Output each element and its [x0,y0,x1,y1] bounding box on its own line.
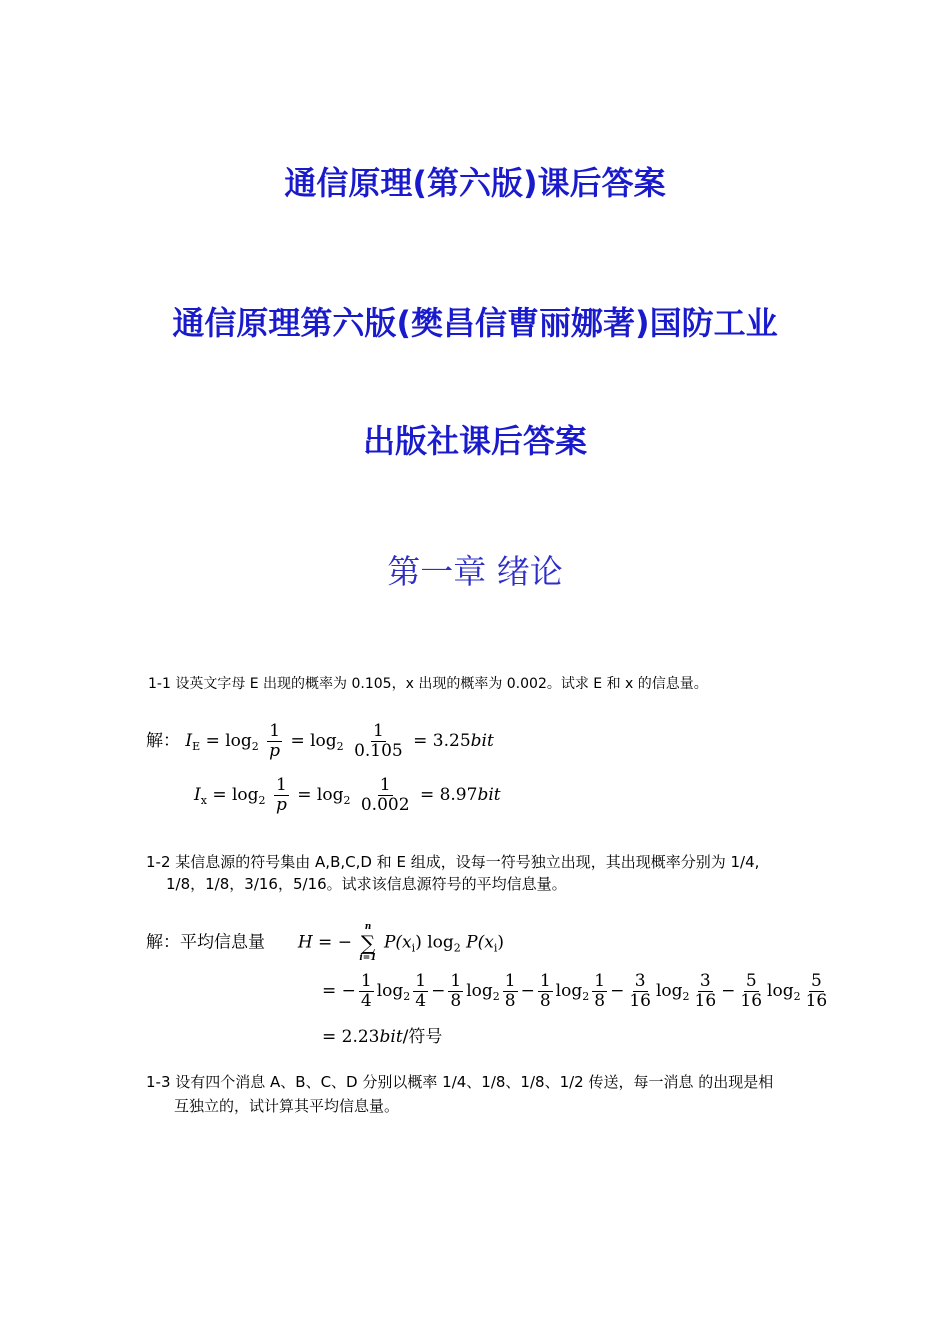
solution-label: 解： [146,731,180,751]
solution-1-1-IE [146,722,494,761]
result-value: = 3.25 [413,731,471,751]
log-base: 2 [251,740,259,753]
document-title: 通信原理(第六版)课后答案 [284,164,666,202]
problem-1-3-line2: 互独立的，试计算其平均信息量。 [174,1097,400,1115]
document-subtitle-line2: 出版社课后答案 [362,422,587,460]
symbol-I: I [194,785,201,805]
H-lhs: H = − [297,932,352,953]
solution-1-2-result [322,1022,442,1047]
log-base: 2 [336,740,344,753]
subscript-x: x [200,794,207,807]
solution-1-2-H: 解：平均信息量 H = − n ∑ i=1 $P(x_i)$ $\log_2 P(x_i)$ [146,922,505,963]
subscript-E: E [192,740,201,753]
result-value: = 8.97 [419,785,478,805]
solution-label: 解：平均信息量 [146,932,265,953]
coef-fraction: $\frac{1}{8}$ [539,971,551,1011]
log-op: = log [205,731,252,751]
result-value: = 2.23 [322,1027,380,1047]
unit-suffix: /符号 [402,1027,443,1047]
chapter-heading: 第一章 绪论 [387,552,563,591]
problem-1-3-line1: 1-3 设有四个消息 A、B、C、D 分别以概率 1/4、1/8、1/8、1/2 传送，每一消息 的出现是相 [146,1073,774,1091]
arg-fraction: $\frac{1}{8}$ [594,971,606,1011]
symbol-I: I [185,731,193,751]
fraction-1-over-p: $\frac{1}{p}$ [269,721,281,761]
problem-1-2-line1: 1-2 某信息源的符号集由 A,B,C,D 和 E 组成，设每一符号独立出现，其出现概率分别为 1/4, [146,853,760,871]
document-subtitle-line1: 通信原理第六版(樊昌信曹丽娜著)国防工业 [172,304,778,342]
coef-fraction: $\frac{5}{16}$ [740,971,763,1011]
fraction-1-over-p: $\frac{1}{p}$ [275,775,287,815]
solution-1-1-Ix [194,776,501,815]
solution-1-2-expansion [322,972,832,1011]
fraction-1-over-0002: $\frac{1}{0.002}$ [360,775,410,815]
coef-fraction: $\frac{3}{16}$ [629,971,651,1011]
log-op: = log [212,785,259,805]
unit-bit: bit [470,731,494,751]
arg-fraction: $\frac{1}{8}$ [504,971,516,1011]
expansion-term: − $\frac{1}{8}$ $\log_2$ $\frac{1}{8}$ [431,971,516,1011]
log-op: = log [297,785,344,805]
problem-1-2-line2: 1/8，1/8，3/16，5/16。试求该信息源符号的平均信息量。 [166,875,567,893]
fraction-1-over-0105: $\frac{1}{0.105}$ [354,721,403,761]
summation-symbol: n ∑ i=1 [359,922,377,963]
unit-bit: bit [379,1027,403,1047]
log-base: 2 [258,794,266,807]
arg-fraction: $\frac{5}{16}$ [805,971,828,1011]
unit-bit: bit [477,785,501,805]
problem-1-1-text: 1-1 设英文字母 E 出现的概率为 0.105，x 出现的概率为 0.002。试求 E 和 x 的信息量。 [148,676,708,692]
arg-fraction: $\frac{1}{4}$ [415,971,427,1011]
expansion-term: − $\frac{1}{8}$ $\log_2$ $\frac{1}{8}$ [520,971,606,1011]
coef-fraction: $\frac{1}{4}$ [360,971,372,1011]
expansion-term: − $\frac{3}{16}$ $\log_2$ $\frac{3}{16}$ [610,971,717,1011]
expansion-term: = − $\frac{1}{4}$ $\log_2$ $\frac{1}{4}$ [322,971,427,1011]
arg-fraction: $\frac{3}{16}$ [694,971,717,1011]
log-base: 2 [343,794,351,807]
log-op: = log [290,731,337,751]
expansion-term: − $\frac{5}{16}$ $\log_2$ $\frac{5}{16}$ [721,971,828,1011]
coef-fraction: $\frac{1}{8}$ [450,971,462,1011]
